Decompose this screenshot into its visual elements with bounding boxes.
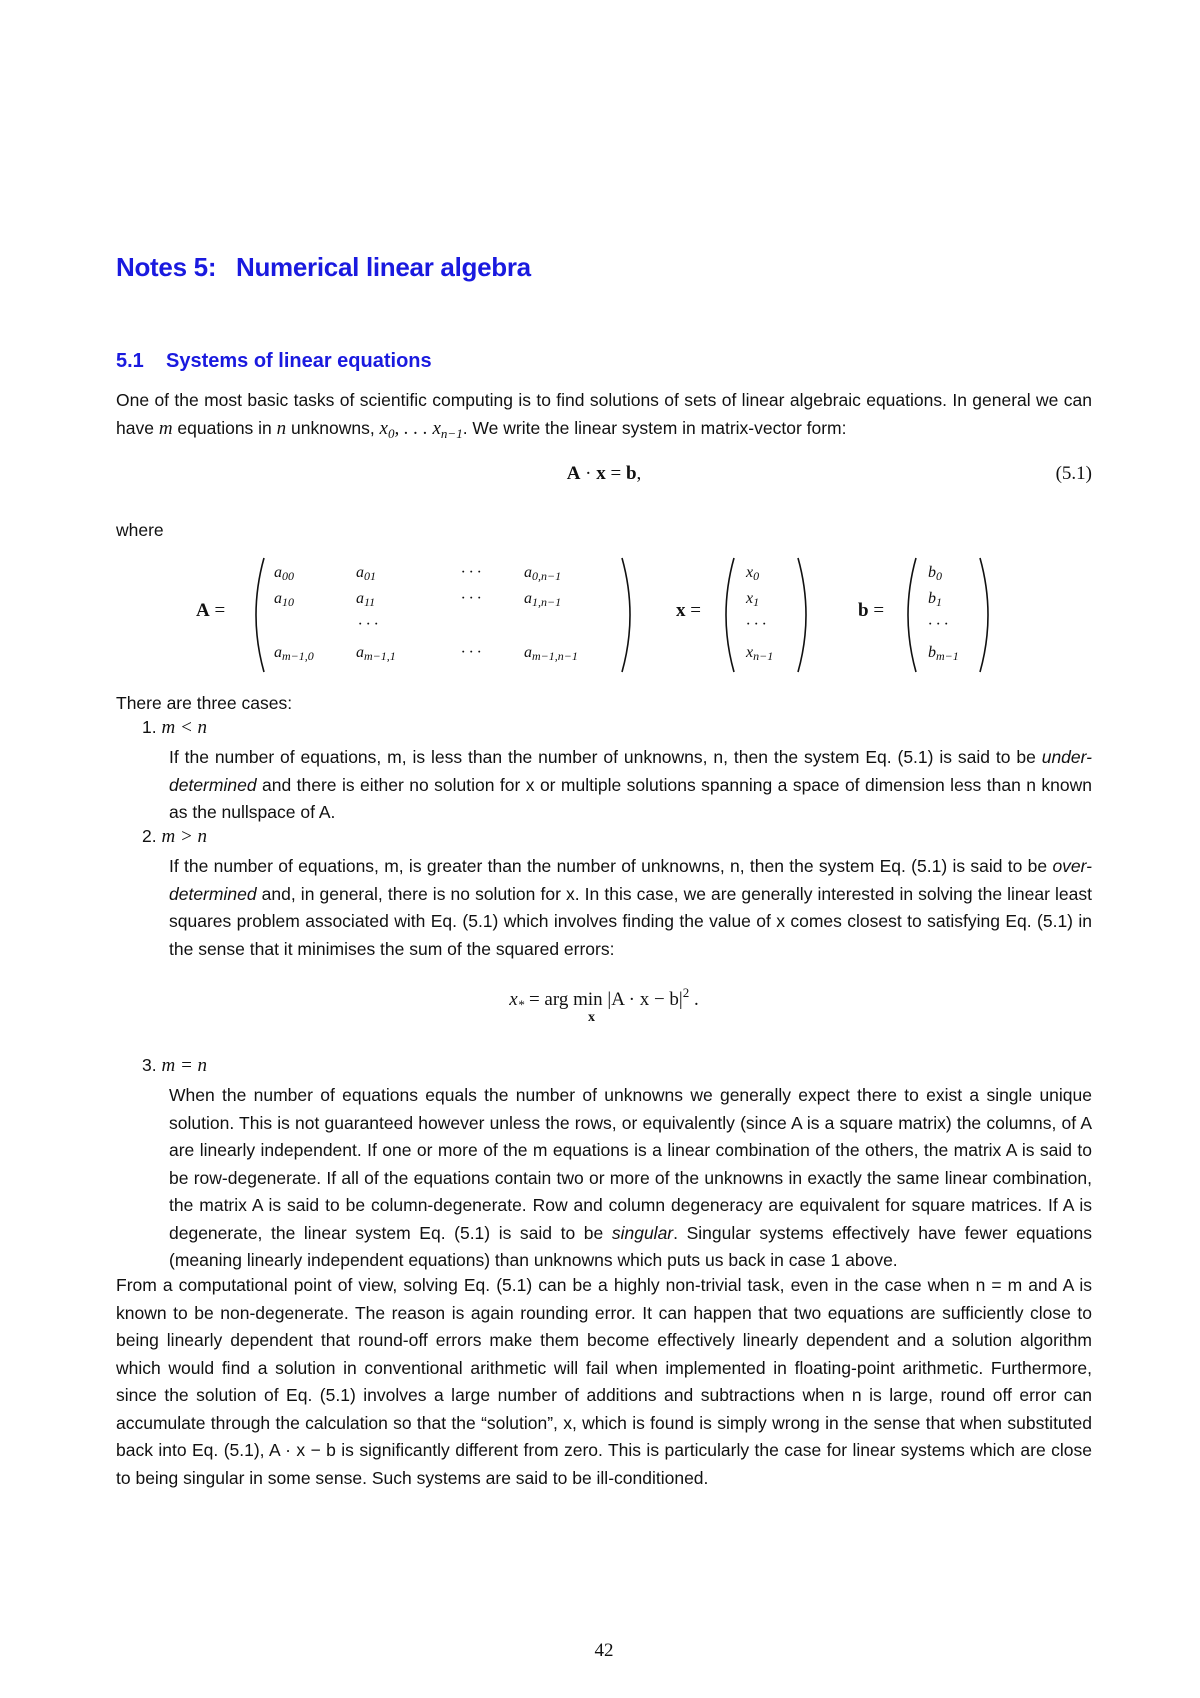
equation-number: (5.1) (1055, 463, 1092, 484)
var-m: m (158, 417, 173, 439)
title-number: Notes 5: (116, 252, 217, 282)
intro-text-b: equations in (172, 417, 277, 438)
case-2-text2: and, in general, there is no solution for x. In this case, we are generally interested in solving the linear least squares problem associated with Eq. (5.1) which involves finding the value of x comes closest to satisfying Eq. (5.1) in the sense that it minimises the sum of the squared errors: (169, 883, 1092, 959)
right-paren (794, 556, 816, 674)
case-1-text: If the number of equations, m, is less than the number of unknowns, n, then the system Eq. (5.1) is said to be (169, 747, 1036, 767)
argmin-subscript: x (588, 1010, 595, 1025)
argmin-equation: $x_*$ = arg $\min |A \cdot x - b|^2$ . (509, 985, 699, 1012)
case-1-condition: m < n (161, 717, 208, 738)
case-2-text: If the number of equations, m, is greater than the number of unknowns, n, then the system Eq. (5.1) is said to be (169, 856, 1048, 876)
page-number: 42 (594, 1640, 614, 1661)
right-paren (618, 556, 640, 674)
vector-x-label: x = (676, 600, 701, 621)
vector-x: x = $x_0$ $x_1$ · · · $x_{n-1}$ (676, 556, 876, 674)
vector-b: b = $b_0$ $b_1$ · · · $b_{m-1}$ (858, 556, 1058, 674)
intro-text-c: unknowns, (286, 417, 380, 438)
left-paren (898, 556, 920, 674)
page-title (116, 252, 531, 283)
intro-paragraph (116, 387, 1092, 447)
intro-text-d: . We write the linear system in matrix-vector form: (462, 417, 847, 438)
section-title: Systems of linear equations (166, 350, 432, 372)
case-3-condition: m = n (161, 1055, 208, 1076)
case-2-condition: m > n (161, 826, 208, 847)
where-label: where (116, 520, 164, 540)
title-text: Numerical linear algebra (236, 252, 531, 282)
matrix-a: A = $a_{00}$ $a_{01}$ · · · $a_{0,n-1}$ $a_{10}$ $a_{11}$ · · · $a_{1,n-1}$ · · · $a_{m-1,0}$ $a_{m-1,1}$ · · · $a_{m-1,n-1}$ (196, 556, 756, 674)
document-page (116, 0, 1092, 1698)
unknowns-list: $x_0$, . . . $x_{n-1}$ (379, 417, 463, 441)
case-3-emphasis: singular (611, 1222, 674, 1243)
left-paren (716, 556, 738, 674)
matrix-a-label: A = (196, 600, 226, 621)
cases-intro: There are three cases: (116, 693, 293, 713)
case-2-label: 2. m > n (142, 826, 208, 847)
closing-paragraph: From a computational point of view, solving Eq. (5.1) can be a highly non-trivial task, even in the case when n = m and A is known to be non-degenerate. The reason is again rounding error. It can happen that two equations are sufficiently close to being linearly dependent that round-off errors make them become effectively linearly dependent and a solution algorithm which would find a solution in conventional arithmetic will fail when implemented in floating-point arithmetic. Furthermore, since the solution of Eq. (5.1) involves a large number of additions and subtractions when n is large, round off error can accumulate through the calculation so that the “solution”, x, which is found is simply wrong in the sense that when substituted back into Eq. (5.1), A · x − b is significantly different from zero. This is particularly the case for linear systems which are close to being singular in some sense. Such systems are said to be ill-conditioned. (116, 1275, 1092, 1488)
right-paren (976, 556, 998, 674)
section-heading (116, 350, 432, 373)
vector-b-label: b = (858, 600, 885, 621)
equation-5-1: A · x = b, (566, 463, 642, 484)
left-paren (246, 556, 268, 674)
case-3-text: When the number of equations equals the number of unknowns we generally expect there to exist a single unique solution. This is not guaranteed however unless the rows, or equivalently (since A is a square matrix) the columns, of A are linearly independent. If one or more of the m equations is a linear combination of the others, the matrix A is said to be row-degenerate. If all of the equations contain two or more of the unknowns in exactly the same linear combination, the matrix A is said to be column-degenerate. Row and column degeneracy are equivalent for square matrices. If A is degenerate, the linear system Eq. (5.1) is said to be (169, 1085, 1092, 1243)
var-n: n (276, 417, 287, 439)
case-1-body (169, 744, 1092, 827)
case-3-body (169, 1082, 1092, 1275)
section-number: 5.1 (116, 350, 144, 372)
case-3-label: 3. m = n (142, 1055, 208, 1076)
case-2-emphasis: over-determined (169, 856, 1092, 904)
case-1-label: 1. m < n (142, 717, 208, 738)
case-2-body (169, 853, 1092, 963)
case-1-text2: and there is either no solution for x or multiple solutions spanning a space of dimension less than n known as the nullspace of A. (169, 774, 1092, 822)
intro-text-a: One of the most basic tasks of scientific computing is to find solutions of sets of linear algebraic equations. In general we can have (116, 390, 1092, 438)
case-3-text2: . Singular systems effectively have fewer equations (meaning linearly independent equations) than unknowns which puts us back in case 1 above. (169, 1222, 1092, 1270)
case-1-emphasis: under-determined (169, 747, 1092, 795)
